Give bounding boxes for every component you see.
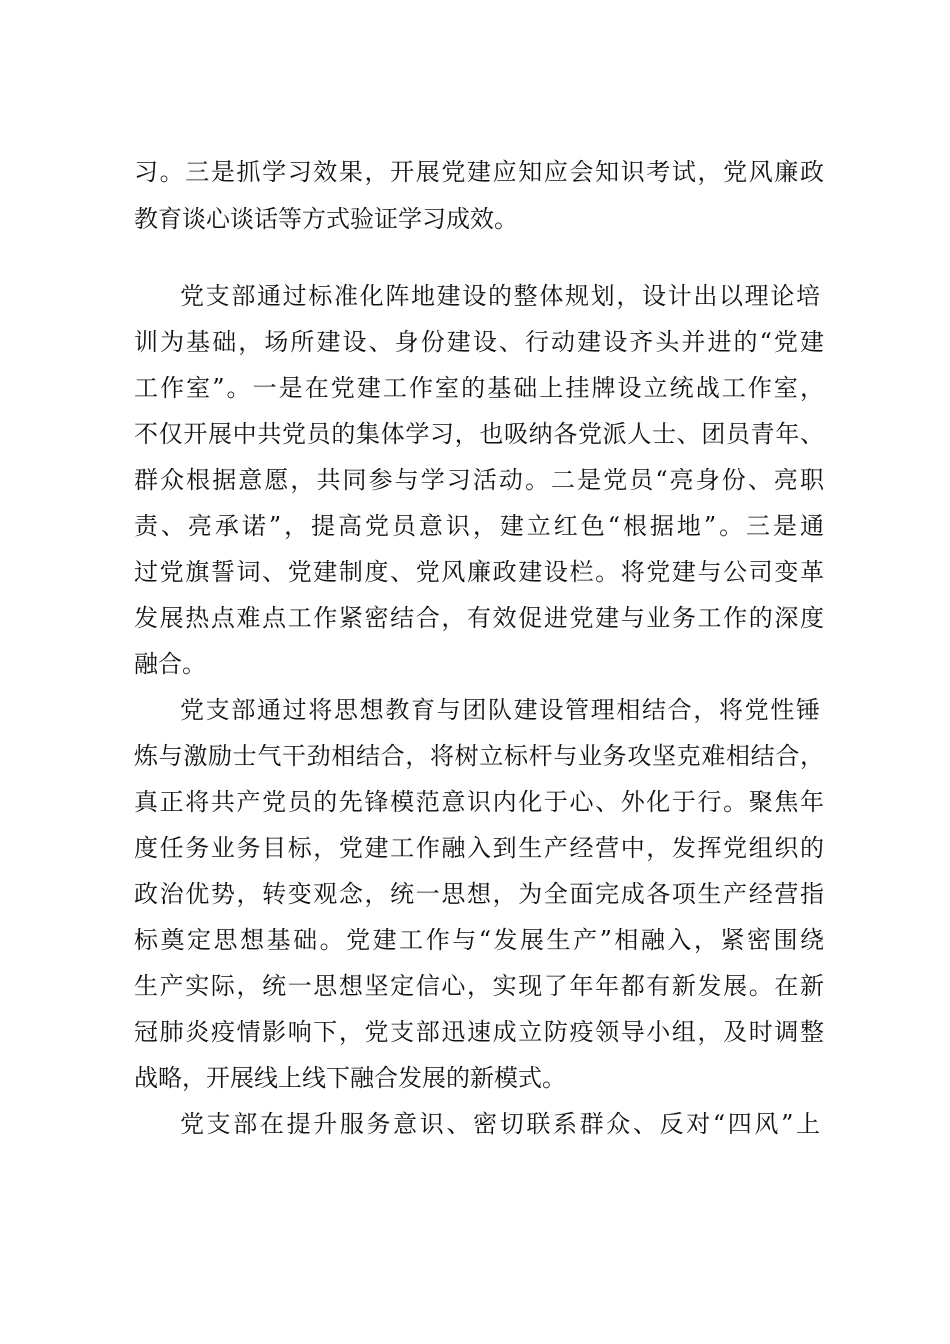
text-line: 训为基础，场所建设、身份建设、行动建设齐头并进的“党建 bbox=[134, 328, 824, 356]
text-line: 发展热点难点工作紧密结合，有效促进党建与业务工作的深度 bbox=[134, 604, 824, 632]
text-line: 真正将共产党员的先锋模范意识内化于心、外化于行。聚焦年 bbox=[134, 788, 824, 816]
text-line: 战略，开展线上线下融合发展的新模式。 bbox=[134, 1064, 566, 1092]
text-line: 政治优势，转变观念，统一思想，为全面完成各项生产经营指 bbox=[134, 880, 824, 908]
text-line: 群众根据意愿，共同参与学习活动。二是党员“亮身份、亮职 bbox=[134, 466, 824, 494]
paragraph-first-line: 党支部通过标准化阵地建设的整体规划，设计出以理论培 bbox=[180, 282, 820, 310]
text-line: 度任务业务目标，党建工作融入到生产经营中，发挥党组织的 bbox=[134, 834, 824, 862]
paragraph-first-line: 党支部通过将思想教育与团队建设管理相结合，将党性锤 bbox=[180, 696, 820, 724]
text-line: 标奠定思想基础。党建工作与“发展生产”相融入，紧密围绕 bbox=[134, 926, 824, 954]
text-line: 炼与激励士气干劲相结合，将树立标杆与业务攻坚克难相结合， bbox=[134, 742, 824, 770]
text-line: 责、亮承诺”，提高党员意识，建立红色“根据地”。三是通 bbox=[134, 512, 824, 540]
text-line: 教育谈心谈话等方式验证学习成效。 bbox=[134, 205, 518, 233]
text-line: 冠肺炎疫情影响下，党支部迅速成立防疫领导小组，及时调整 bbox=[134, 1018, 824, 1046]
text-line: 不仅开展中共党员的集体学习，也吸纳各党派人士、团员青年、 bbox=[134, 420, 824, 448]
text-line: 融合。 bbox=[134, 650, 206, 678]
text-line: 过党旗誓词、党建制度、党风廉政建设栏。将党建与公司变革 bbox=[134, 558, 824, 586]
paragraph-first-line: 党支部在提升服务意识、密切联系群众、反对“四风”上 bbox=[180, 1110, 820, 1138]
text-line: 工作室”。一是在党建工作室的基础上挂牌设立统战工作室， bbox=[134, 374, 824, 402]
text-line: 习。三是抓学习效果，开展党建应知应会知识考试，党风廉政 bbox=[134, 158, 824, 186]
text-line: 生产实际，统一思想坚定信心，实现了年年都有新发展。在新 bbox=[134, 972, 824, 1000]
